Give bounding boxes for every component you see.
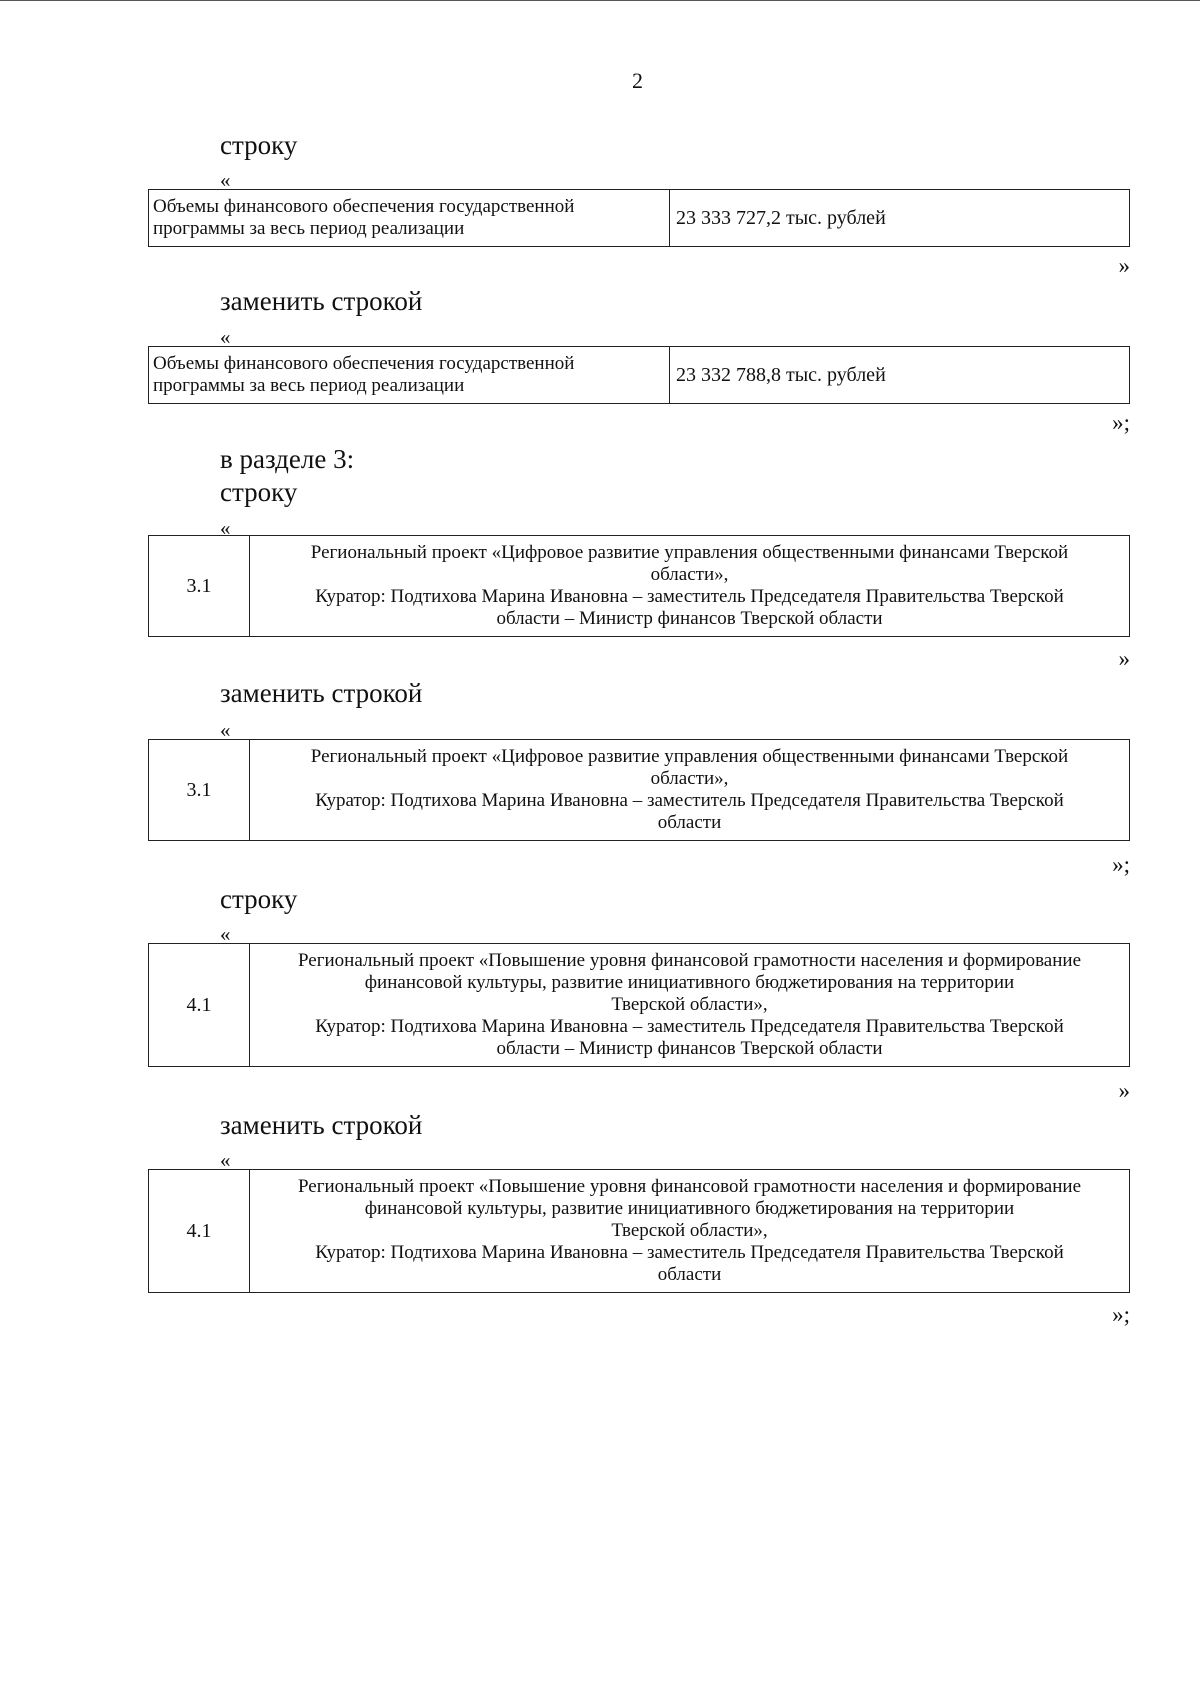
description-line: Куратор: Подтихова Марина Ивановна – заместитель Председателя Правительства Тверской [315,1016,1064,1037]
financing-label-cell [149,190,670,247]
table-row [149,944,1130,1067]
table-row [149,536,1130,637]
block-heading: заменить строкой [220,286,423,316]
project-table [148,739,1130,841]
table-row [149,347,1130,404]
project-description [250,1170,1130,1293]
description-line: области – Министр финансов Тверской области [496,1038,883,1059]
block-heading: заменить строкой [220,1110,423,1140]
description-line: Региональный проект «Повышение уровня финансовой грамотности населения и формирование [297,1176,1082,1197]
description-line: Куратор: Подтихова Марина Ивановна – заместитель Председателя Правительства Тверской [315,790,1064,811]
table-row [149,740,1130,841]
description-line: области [657,1264,722,1285]
row-number: 4.1 [149,1170,250,1293]
financing-value: 23 333 727,2 тыс. рублей [670,190,1130,247]
project-table [148,1169,1130,1293]
description-line: Региональный проект «Цифровое развитие управления общественными финансами Тверской [310,542,1069,563]
project-table [148,535,1130,637]
block-heading: строку [220,130,298,160]
block-heading: строку [220,477,298,507]
description-line: Тверской области», [611,1220,768,1241]
open-quote: « [220,168,231,192]
financing-label-line: программы за весь период реализации [153,375,465,396]
block-heading: строку [220,884,298,914]
project-description [250,740,1130,841]
scan-top-border [0,0,1200,1]
project-description [250,944,1130,1067]
description-line: области», [650,564,729,585]
description-line: Куратор: Подтихова Марина Ивановна – заместитель Председателя Правительства Тверской [315,1242,1064,1263]
description-line: области [657,812,722,833]
open-quote: « [220,516,231,540]
financing-label-line: Объемы финансового обеспечения государственной [153,196,575,217]
close-quote: »; [1112,410,1130,435]
close-quote: » [1118,1078,1130,1103]
financing-label-line: Объемы финансового обеспечения государственной [153,353,575,374]
table-row [149,190,1130,247]
page-number: 2 [632,68,643,93]
description-line: области – Министр финансов Тверской области [496,608,883,629]
description-line: финансовой культуры, развитие инициативного бюджетирования на территории [364,1198,1015,1219]
row-number: 4.1 [149,944,250,1067]
financing-value: 23 332 788,8 тыс. рублей [670,347,1130,404]
table-row [149,1170,1130,1293]
description-line: Региональный проект «Цифровое развитие управления общественными финансами Тверской [310,746,1069,767]
open-quote: « [220,1148,231,1172]
block-heading: заменить строкой [220,678,423,708]
project-description [250,536,1130,637]
row-number: 3.1 [149,536,250,637]
row-number: 3.1 [149,740,250,841]
description-line: Куратор: Подтихова Марина Ивановна – заместитель Председателя Правительства Тверской [315,586,1064,607]
open-quote: « [220,922,231,946]
description-line: области», [650,768,729,789]
description-line: Региональный проект «Повышение уровня финансовой грамотности населения и формирование [297,950,1082,971]
open-quote: « [220,718,231,742]
description-line: Тверской области», [611,994,768,1015]
description-line: финансовой культуры, развитие инициативного бюджетирования на территории [364,972,1015,993]
close-quote: »; [1112,852,1130,877]
project-table [148,943,1130,1067]
financing-table [148,189,1130,247]
open-quote: « [220,325,231,349]
financing-label-cell [149,347,670,404]
section-heading: в разделе 3: [220,444,355,474]
close-quote: »; [1112,1302,1130,1327]
close-quote: » [1118,646,1130,671]
financing-table [148,346,1130,404]
close-quote: » [1118,253,1130,278]
financing-label-line: программы за весь период реализации [153,218,465,239]
